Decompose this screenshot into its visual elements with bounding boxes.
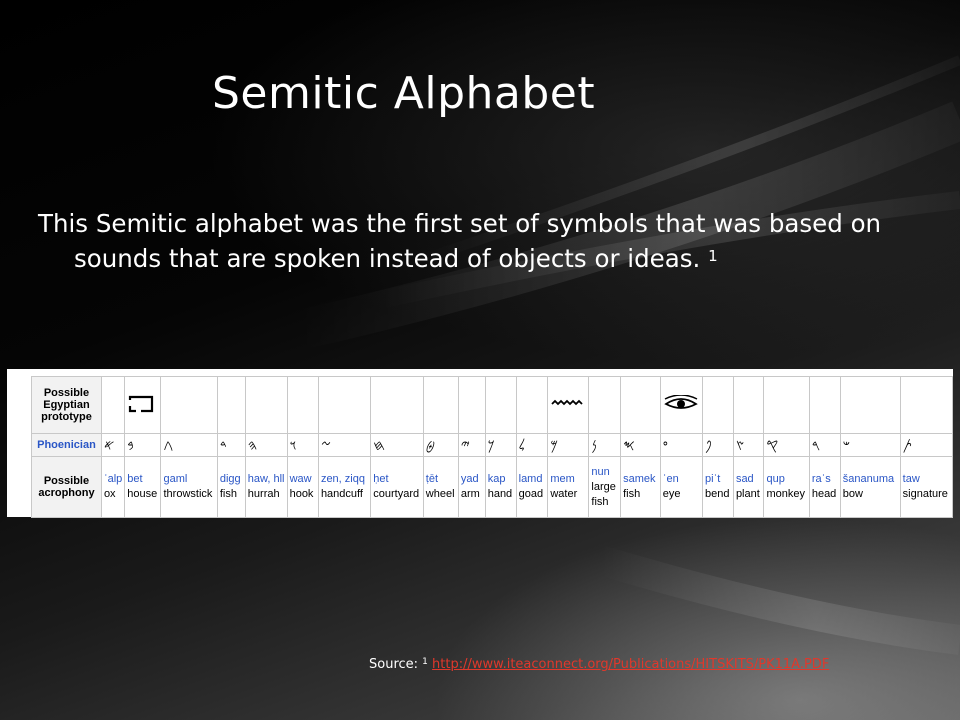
phoenician-letter-7: 𐤇 xyxy=(371,434,424,457)
phoenician-letter-13: 𐤍 xyxy=(589,434,621,457)
acrophony-cell xyxy=(809,457,840,518)
egyptian-cell-empty xyxy=(217,377,245,434)
acrophony-cell xyxy=(733,457,764,518)
letter-name: nun xyxy=(591,465,610,478)
letter-name: ʿen xyxy=(662,473,679,485)
letter-name: gaml xyxy=(163,473,188,485)
egyptian-cell-empty xyxy=(516,377,548,434)
slide-body xyxy=(38,206,954,276)
letter-meaning: hurrah xyxy=(247,488,280,500)
egyptian-cell-empty xyxy=(458,377,485,434)
letter-meaning: bend xyxy=(705,488,730,500)
letter-meaning: large fish xyxy=(591,480,616,508)
acrophony-cell xyxy=(318,457,370,518)
letter-name: ḥet xyxy=(373,473,389,485)
house-hieroglyph-icon xyxy=(125,377,161,434)
letter-name: zen, ziqq xyxy=(320,473,365,485)
letter-name: raʾs xyxy=(811,473,831,485)
egyptian-cell-empty xyxy=(245,377,287,434)
acrophony-cell xyxy=(589,457,621,518)
acrophony-cell xyxy=(900,457,952,518)
phoenician-letter-0: 𐤀 xyxy=(101,434,124,457)
acrophony-cell xyxy=(485,457,516,518)
acrophony-cell xyxy=(840,457,900,518)
letter-meaning: head xyxy=(811,488,837,500)
letter-name: yad xyxy=(460,473,479,485)
letter-name: šananuma xyxy=(842,473,895,485)
letter-meaning: wheel xyxy=(425,488,455,500)
acrophony-cell xyxy=(371,457,424,518)
letter-meaning: signature xyxy=(902,488,948,500)
phoenician-letter-11: 𐤋 xyxy=(516,434,548,457)
eye-hieroglyph-icon xyxy=(660,377,702,434)
acrophony-cell xyxy=(245,457,287,518)
phoenician-letter-9: 𐤉 xyxy=(458,434,485,457)
row-header-egyptian: Possible Egyptian prototype xyxy=(32,377,102,434)
acrophony-cell xyxy=(516,457,548,518)
phoenician-letter-20: 𐤔 xyxy=(840,434,900,457)
phoenician-letter-15: 𐤏 xyxy=(660,434,702,457)
row-header-phoenician: Phoenician xyxy=(32,434,102,457)
phoenician-letter-2: 𐤂 xyxy=(161,434,217,457)
phoenician-letter-16: 𐤐 xyxy=(703,434,734,457)
phoenician-letter-14: 𐤎 xyxy=(621,434,661,457)
acrophony-cell xyxy=(101,457,124,518)
acrophony-cell xyxy=(217,457,245,518)
letter-meaning: bow xyxy=(842,488,863,500)
letter-name: piʾt xyxy=(705,473,721,485)
letter-meaning: goad xyxy=(518,488,544,500)
letter-name: taw xyxy=(902,473,920,485)
letter-meaning: house xyxy=(127,488,158,500)
letter-meaning: water xyxy=(550,488,578,500)
egyptian-cell-empty xyxy=(764,377,809,434)
egyptian-cell-empty xyxy=(287,377,318,434)
letter-meaning: monkey xyxy=(766,488,806,500)
egyptian-cell-empty xyxy=(809,377,840,434)
acrophony-cell xyxy=(703,457,734,518)
source-footnote-marker: 1 xyxy=(422,657,428,667)
egyptian-cell-empty xyxy=(621,377,661,434)
phoenician-letter-21: 𐤕 xyxy=(900,434,952,457)
egyptian-cell-empty xyxy=(840,377,900,434)
egyptian-cell-empty xyxy=(733,377,764,434)
phoenician-letter-18: 𐤒 xyxy=(764,434,809,457)
letter-meaning: fish xyxy=(219,488,237,500)
egyptian-cell-empty xyxy=(161,377,217,434)
alphabet-table xyxy=(31,376,953,518)
letter-meaning: plant xyxy=(735,488,760,500)
letter-name: kap xyxy=(487,473,506,485)
phoenician-letter-6: 𐤆 xyxy=(318,434,370,457)
acrophony-cell xyxy=(125,457,161,518)
letter-name: digg xyxy=(219,473,241,485)
body-text: This Semitic alphabet was the first set of symbols that was based on sounds that are spoken instead of objects or ideas. xyxy=(38,209,882,273)
row-header-acrophony: Possible acrophony xyxy=(32,457,102,518)
letter-name: ʾalp xyxy=(103,473,123,485)
egyptian-cell-empty xyxy=(423,377,458,434)
slide-title: Semitic Alphabet xyxy=(212,68,596,119)
egyptian-cell-empty xyxy=(371,377,424,434)
egyptian-cell-empty xyxy=(703,377,734,434)
letter-meaning: eye xyxy=(662,488,681,500)
letter-name: bet xyxy=(127,473,143,485)
egyptian-cell-empty xyxy=(318,377,370,434)
letter-meaning: hand xyxy=(487,488,513,500)
letter-name: lamd xyxy=(518,473,543,485)
egyptian-cell-empty xyxy=(900,377,952,434)
phoenician-letter-4: 𐤄 xyxy=(245,434,287,457)
letter-name: ṭēt xyxy=(425,473,439,485)
letter-name: samek xyxy=(623,473,656,485)
acrophony-cell xyxy=(287,457,318,518)
phoenician-letter-12: 𐤌 xyxy=(548,434,589,457)
egyptian-cell-empty xyxy=(101,377,124,434)
acrophony-cell xyxy=(764,457,809,518)
letter-name: mem xyxy=(550,473,575,485)
phoenician-letter-5: 𐤅 xyxy=(287,434,318,457)
phoenician-letter-8: 𐤈 xyxy=(423,434,458,457)
phoenician-letter-3: 𐤃 xyxy=(217,434,245,457)
acrophony-cell xyxy=(660,457,702,518)
letter-name: qup xyxy=(766,473,785,485)
body-footnote-marker: 1 xyxy=(708,247,718,265)
phoenician-letter-10: 𐤊 xyxy=(485,434,516,457)
phoenician-letter-17: 𐤑 xyxy=(733,434,764,457)
water-hieroglyph-icon xyxy=(548,377,589,434)
acrophony-cell xyxy=(423,457,458,518)
acrophony-cell xyxy=(161,457,217,518)
phoenician-letter-1: 𐤁 xyxy=(125,434,161,457)
letter-name: waw xyxy=(289,473,312,485)
source-citation xyxy=(369,657,829,672)
source-link[interactable]: http://www.iteaconnect.org/Publications/HITSKITS/PK11A.PDF xyxy=(432,657,830,672)
acrophony-cell xyxy=(458,457,485,518)
letter-meaning: hook xyxy=(289,488,314,500)
acrophony-cell xyxy=(548,457,589,518)
letter-meaning: handcuff xyxy=(320,488,363,500)
alphabet-table-image xyxy=(7,369,953,517)
letter-name: haw, hll xyxy=(247,473,285,485)
letter-meaning: throwstick xyxy=(163,488,213,500)
egyptian-cell-empty xyxy=(485,377,516,434)
phoenician-letter-19: 𐤓 xyxy=(809,434,840,457)
acrophony-cell xyxy=(621,457,661,518)
letter-meaning: ox xyxy=(103,488,116,500)
letter-name: sad xyxy=(735,473,754,485)
source-label: Source: xyxy=(369,657,419,672)
letter-meaning: fish xyxy=(623,488,641,500)
letter-meaning: courtyard xyxy=(373,488,420,500)
letter-meaning: arm xyxy=(460,488,480,500)
egyptian-cell-empty xyxy=(589,377,621,434)
